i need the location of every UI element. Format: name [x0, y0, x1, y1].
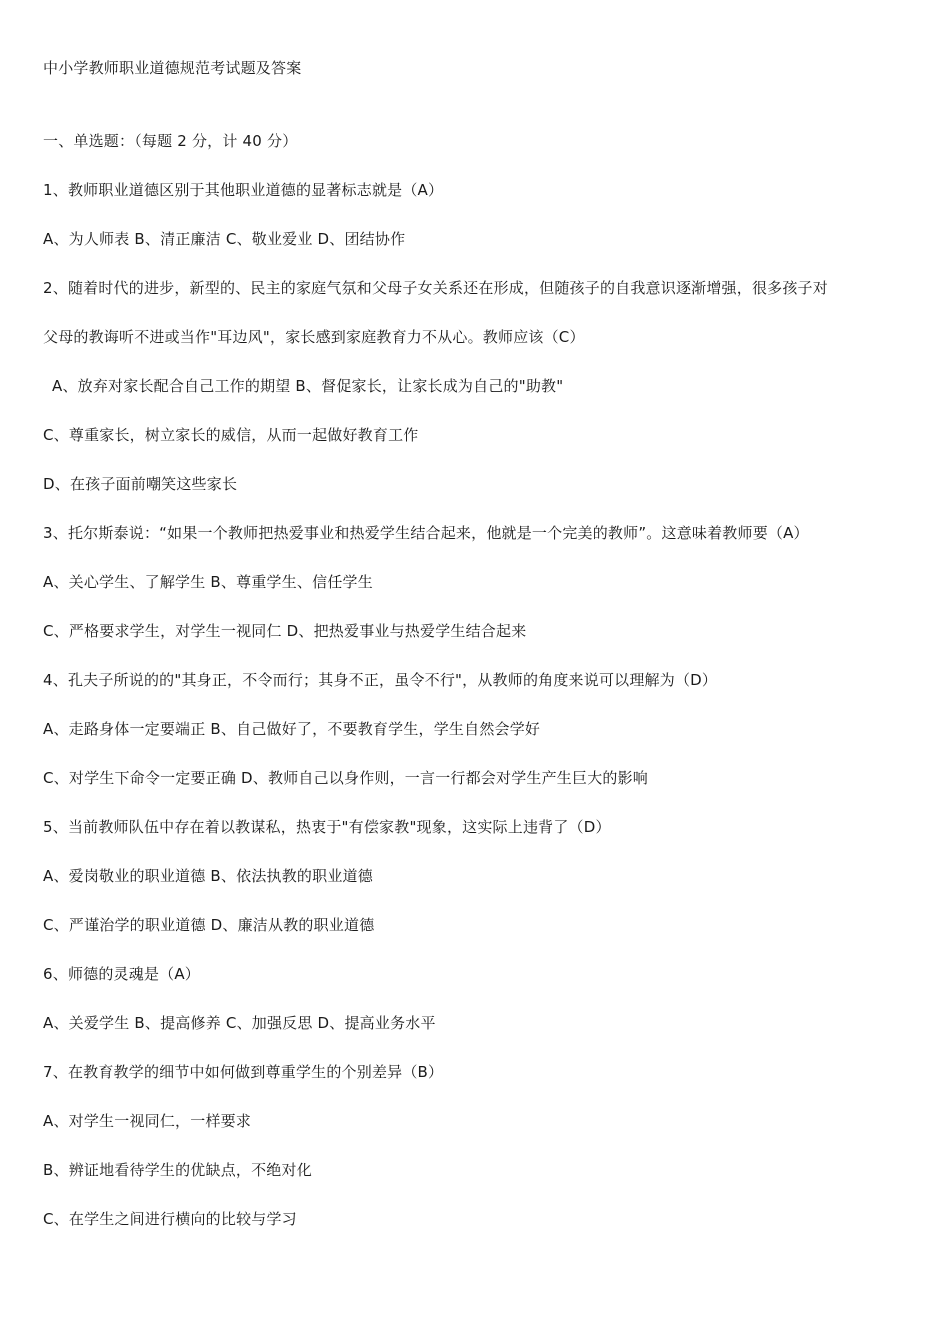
option-line: A、走路身体一定要端正 B、自己做好了，不要教育学生，学生自然会学好 [43, 720, 541, 738]
question-line: 3、托尔斯泰说：“如果一个教师把热爱事业和热爱学生结合起来，他就是一个完美的教师”。这意味着教师要（A） [43, 524, 809, 542]
option-line: C、在学生之间进行横向的比较与学习 [43, 1210, 297, 1228]
question-line: 4、孔夫子所说的的"其身正，不令而行；其身不正，虽令不行"，从教师的角度来说可以理解为（D） [43, 671, 718, 689]
option-line: D、在孩子面前嘲笑这些家长 [43, 475, 238, 493]
option-line: A、放弃对家长配合自己工作的期望 B、督促家长，让家长成为自己的"助教" [52, 377, 564, 395]
option-line: A、关爱学生 B、提高修养 C、加强反思 D、提高业务水平 [43, 1014, 436, 1032]
option-line: B、辨证地看待学生的优缺点，不绝对化 [43, 1161, 312, 1179]
option-line: C、对学生下命令一定要正确 D、教师自己以身作则，一言一行都会对学生产生巨大的影响 [43, 769, 648, 787]
option-line: A、关心学生、了解学生 B、尊重学生、信任学生 [43, 573, 373, 591]
section-heading: 一、单选题：（每题 2 分，计 40 分） [43, 132, 298, 150]
question-line: 父母的教诲听不进或当作"耳边风"，家长感到家庭教育力不从心。教师应该（C） [43, 328, 585, 346]
option-line: A、爱岗敬业的职业道德 B、依法执教的职业道德 [43, 867, 373, 885]
document-title: 中小学教师职业道德规范考试题及答案 [43, 59, 302, 77]
question-line: 7、在教育教学的细节中如何做到尊重学生的个别差异（B） [43, 1063, 444, 1081]
option-line: C、严谨治学的职业道德 D、廉洁从教的职业道德 [43, 916, 375, 934]
option-line: A、对学生一视同仁，一样要求 [43, 1112, 252, 1130]
option-line: C、严格要求学生，对学生一视同仁 D、把热爱事业与热爱学生结合起来 [43, 622, 527, 640]
question-line: 6、师德的灵魂是（A） [43, 965, 201, 983]
question-line: 2、随着时代的进步，新型的、民主的家庭气氛和父母子女关系还在形成，但随孩子的自我意识逐渐增强，很多孩子对 [43, 279, 828, 297]
question-line: 1、教师职业道德区别于其他职业道德的显著标志就是（A） [43, 181, 444, 199]
option-line: C、尊重家长，树立家长的威信，从而一起做好教育工作 [43, 426, 419, 444]
question-line: 5、当前教师队伍中存在着以教谋私，热衷于"有偿家教"现象，这实际上违背了（D） [43, 818, 611, 836]
option-line: A、为人师表 B、清正廉洁 C、敬业爱业 D、团结协作 [43, 230, 406, 248]
